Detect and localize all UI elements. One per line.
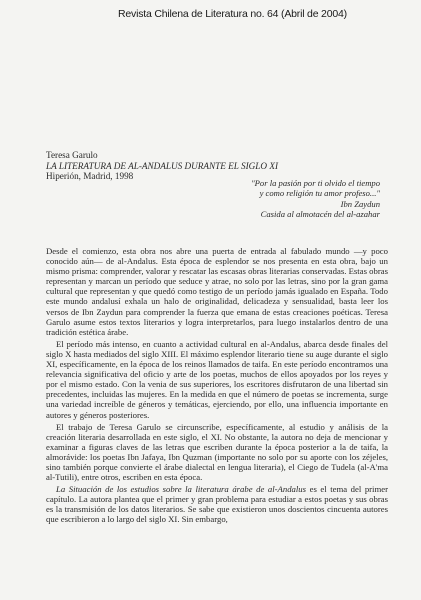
review-body <box>46 246 388 527</box>
paragraph-2: El período más intenso, en cuanto a actividad cultural en al-Andalus, abarca desde finales del siglo X hasta mediados del siglo XIII. El máximo esplendor literario tiene su auge durante el siglo XI, específicamente, en la época de los reinos llamados de taifa. En este período encontramos una relevancia significativa del oficio y arte de los poetas, muchos de ellos apoyados por los reyes y por el mismo estado. Con la venia de sus superiores, los escritores disfrutaron de una libertad sin precedentes, incluidas las mujeres. En la medida en que el número de poetas se incrementa, surge una variedad increíble de géneros y temáticas, ejerciendo, por ello, una influencia importante en autores y géneros posteriores. <box>46 338 388 420</box>
paragraph-4 <box>46 484 388 524</box>
epigraph <box>200 178 380 220</box>
journal-header: Revista Chilena de Literatura no. 64 (Abril de 2004) <box>118 8 347 20</box>
book-title: LA LITERATURA DE AL-ANDALUS DURANTE EL SIGLO XI <box>46 160 279 171</box>
epigraph-author: Ibn Zaydun <box>340 198 380 209</box>
epigraph-source: Casida al almotacén del al-azahar <box>260 209 380 220</box>
bibliographic-reference <box>46 150 386 182</box>
epigraph-line-2: y como religión tu amor profeso..." <box>259 188 380 199</box>
paragraph-1: Desde el comienzo, esta obra nos abre una puerta de entrada al fabulado mundo —y poco conocido aún— de al-Andalus. Esta época de esplendor se nos presenta en esta obra, bajo un mismo prisma: comprender, valorar y rescatar las escasas obras literarias conservadas. Estas obras representan y marcan un período que seduce y atrae, no solo por las letras, sino por la gran gama cultural que representan y que quedó como testigo de un período jamás igualado en España. Todo este mundo andalusí exhala un halo de originalidad, delicadeza y sensualidad, basta leer los versos de Ibn Zaydun para comprender la fuerza que emana de estas creaciones poéticas. Teresa Garulo asume estos textos literarios y logra interpretarlos, para luego instalarlos dentro de una tradición estética árabe. <box>46 246 388 337</box>
paragraph-3: El trabajo de Teresa Garulo se circunscribe, específicamente, al estudio y análisis de la creación literaria desarrollada en este siglo, el XI. No obstante, la autora no deja de mencionar y examinar a figuras claves de las letras que escriben durante la época posterior a la de taifa, la almorávide: los poetas Ibn Jafaya, Ibn Quzman (importante no solo por su aporte con los zéjeles, sino también porque convierte el árabe dialectal en lengua literaria), el Ciego de Tudela (al-A'ma al-Tutili), entre otros, escriben en esta época. <box>46 421 388 483</box>
paragraph-4-text: es el tema del primer capítulo. La autora plantea que el primer y gran problema para estudiar a estos poetas y sus obras es la transmisión de los datos literarios. Se sabe que existieron unos doscientos cincuenta autores que escribieron a lo largo del siglo XI. Sin embargo, <box>46 484 388 525</box>
epigraph-line-1: "Por la pasión por ti olvido el tiempo <box>251 178 380 188</box>
book-publisher: Hiperión, Madrid, 1998 <box>46 171 134 182</box>
book-author: Teresa Garulo <box>46 150 98 160</box>
chapter-title: La Situación de los estudios sobre la literatura árabe de al-Andalus <box>56 484 307 495</box>
